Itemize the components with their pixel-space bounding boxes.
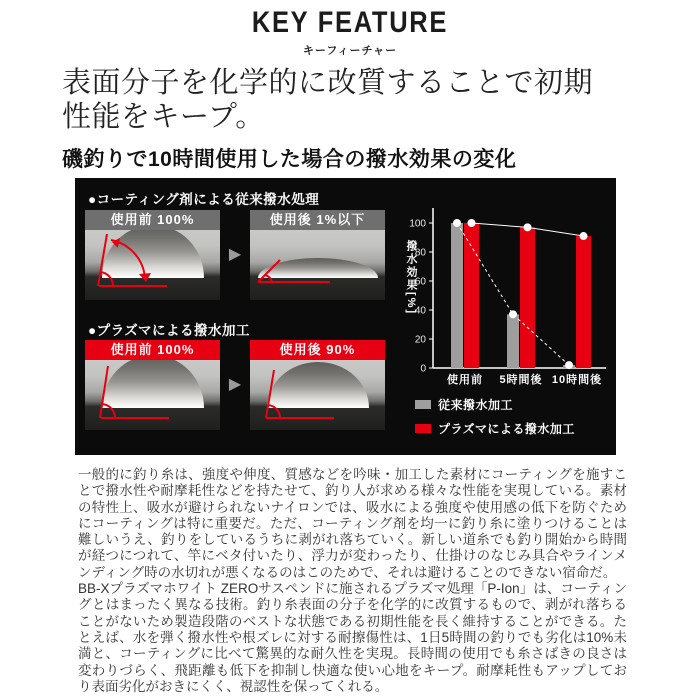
page-title: KEY FEATURE <box>251 6 449 39</box>
droplet-label-coating-before: 使用前 100% <box>85 210 220 230</box>
headline-line-2: 性能をキープ。 <box>62 101 265 133</box>
arrow-right-icon: ▶ <box>228 376 242 393</box>
droplet-photo-plasma-before <box>85 340 220 430</box>
bar-chart <box>400 196 612 392</box>
plasma-section-heading: ●プラズマによる撥水加工 <box>88 323 250 338</box>
body-paragraph-1: 一般的に釣り糸は、強度や伸度、質感などを吟味・加工した素材にコーティングを施すことで撥水性や耐摩耗性などを持たせて、釣り人が求める様々な性能を実現している。素材の特性上、吸水が避けられないナイロンでは、吸水による強度や使用感の低下を防ぐためにコーティングは特に重要だ。ただ、コーティング剤を均一に釣り糸に塗りつけることは難しいうえ、釣りをしているうちに剥がれ落ちていく。新しい道糸でも釣り開始から時間が経つにつれて、竿にベタ付いたり、浮力が変わったり、仕掛けのなじみ具合やラインメンディング時の水切れが悪くなるのはこのためで、それは避けることのできない宿命だ。 <box>78 467 627 580</box>
legend-item-plasma <box>415 420 575 437</box>
svg-text:5時間後: 5時間後 <box>499 374 543 386</box>
chart-y-axis-label: 撥水効果[%] <box>405 240 417 316</box>
svg-text:80: 80 <box>414 247 426 259</box>
svg-text:10時間後: 10時間後 <box>551 374 603 386</box>
svg-text:60: 60 <box>414 276 426 288</box>
headline-line-1: 表面分子を化学的に改質することで初期 <box>62 67 594 99</box>
droplet-label-plasma-after: 使用後 90% <box>250 340 385 360</box>
page-subtitle: キーフィーチャー <box>302 45 398 57</box>
droplet-label-coating-after: 使用後 1%以下 <box>250 210 385 230</box>
body-paragraph-2: BB-Xプラズマホワイト ZEROサスペンドに施されるプラズマ処理「P-Ion」は、コーティングとはまったく異なる技術。釣り糸表面の分子を化学的に改質するもので、剥がれ落ちることがないため製造段階のベストな状態である初期性能を長く維持することができる。たとえば、水を弾く撥水性や根ズレに対する耐擦傷性は、1日5時間の釣りでも劣化は10%未満と、コーティングに比べて驚異的な耐久性を実現。長時間の使用でも糸さばきの良さは変わりづらく、飛距離も低下を抑制し快適な使い心地をキープ。耐摩耗性もアップしており表面劣化がおきにくく、視認性を保ってくれる。 <box>78 581 627 694</box>
legend-item-conventional <box>415 396 575 413</box>
legend-label-conventional: 従来撥水加工 <box>438 398 514 412</box>
droplet-photo-coating-before <box>85 210 220 300</box>
svg-text:100: 100 <box>409 218 426 230</box>
svg-text:使用前: 使用前 <box>447 374 483 386</box>
legend-swatch-red <box>415 424 431 433</box>
coating-section-heading: ●コーティング剤による従来撥水処理 <box>88 192 320 207</box>
section-heading: 磯釣りで10時間使用した場合の撥水効果の変化 <box>62 148 517 171</box>
legend-label-plasma: プラズマによる撥水加工 <box>438 422 575 436</box>
droplet-photo-coating-after <box>250 210 385 300</box>
coating-images-row <box>85 210 385 300</box>
arrow-right-icon: ▶ <box>228 246 242 263</box>
svg-text:0: 0 <box>420 363 426 375</box>
svg-text:40: 40 <box>414 305 426 317</box>
feature-panel <box>75 178 616 455</box>
legend-swatch-gray <box>415 400 431 409</box>
droplet-photo-plasma-after <box>250 340 385 430</box>
svg-text:20: 20 <box>414 334 426 346</box>
plasma-images-row <box>85 340 385 430</box>
headline <box>62 66 622 134</box>
droplet-label-plasma-before: 使用前 100% <box>85 340 220 360</box>
chart-legend <box>415 396 575 437</box>
body-copy <box>78 467 627 695</box>
